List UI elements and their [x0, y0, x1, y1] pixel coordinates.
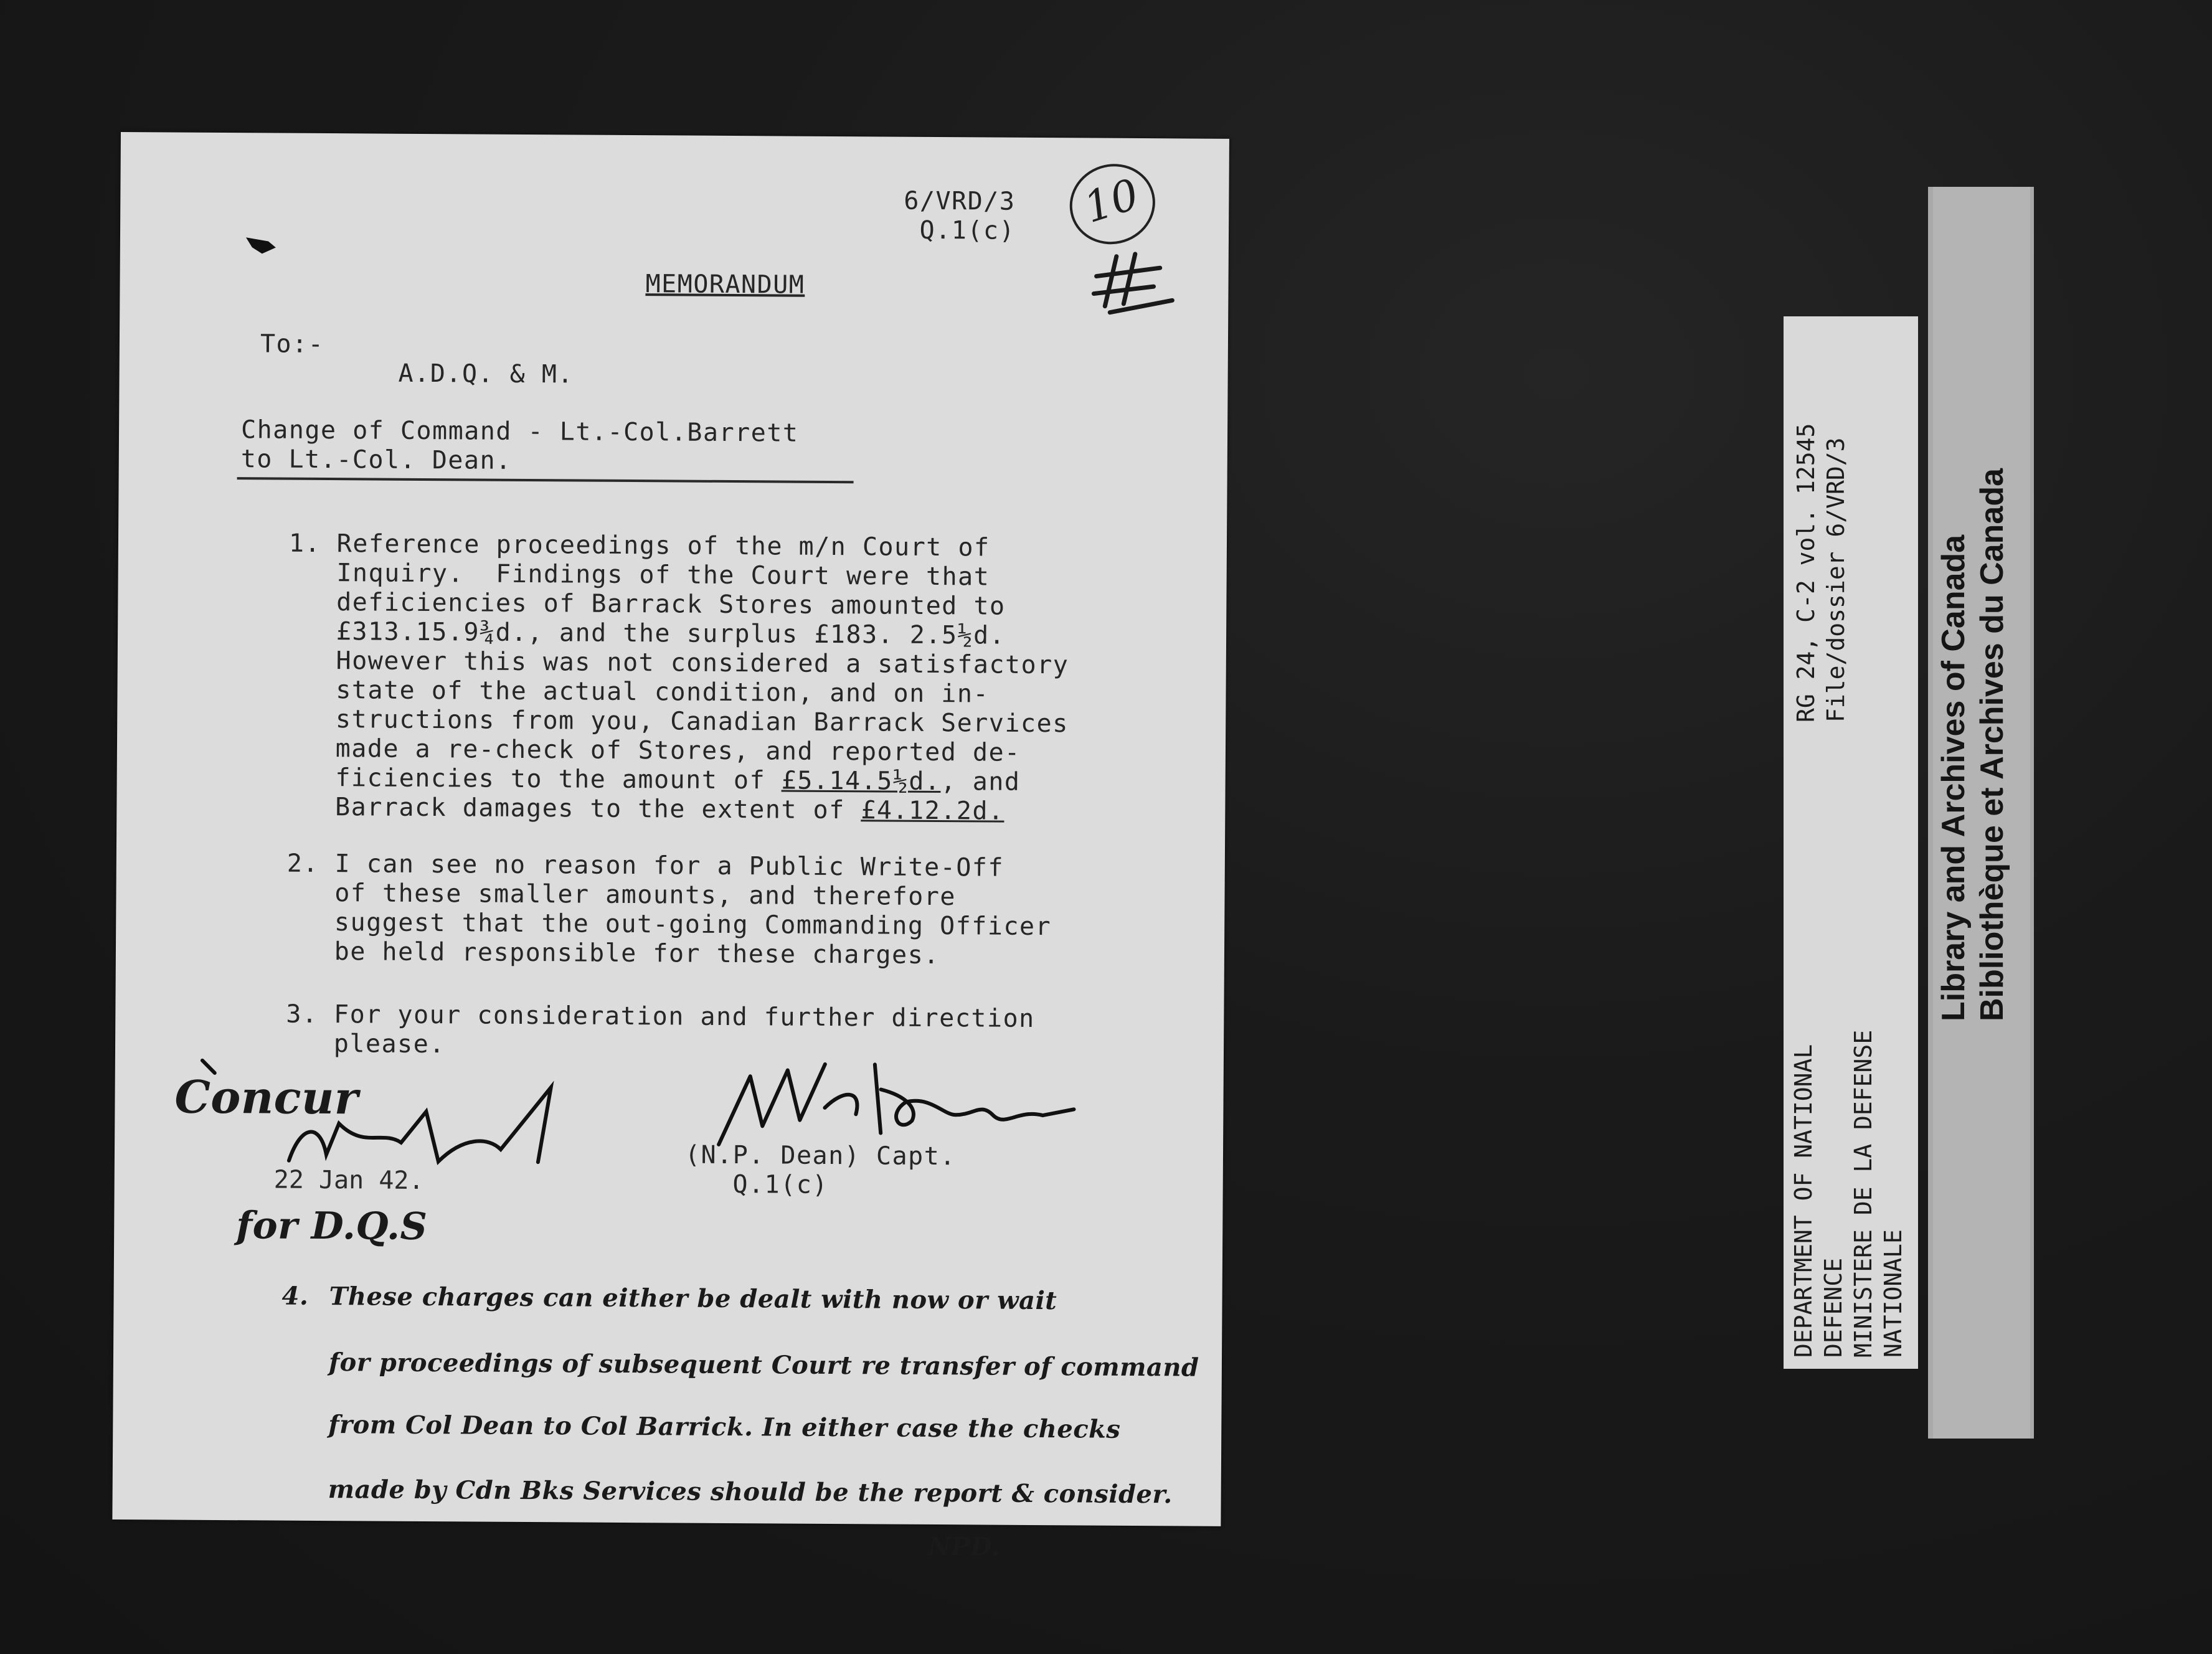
department-text [1789, 1030, 1908, 1358]
para-line: Inquiry. Findings of the Court were that [336, 559, 990, 592]
handwritten-note-line: for proceedings of subsequent Court re transfer of command [328, 1348, 1199, 1382]
paragraph-2 [286, 849, 1052, 971]
ref-line-1: 6/VRD/3 [904, 186, 1016, 216]
amount-damages: £4.12.2d. [861, 796, 1004, 826]
ref-line-2: Q.1(c) [919, 215, 1016, 245]
paragraph-1 [287, 529, 1069, 827]
to-recipient: A.D.Q. & M. [398, 359, 574, 389]
signatory-name: (N.P. Dean) Capt. [684, 1140, 957, 1171]
para-number: 3. [286, 999, 318, 1029]
para-line: be held responsible for these charges. [334, 937, 940, 970]
para-line: of these smaller amounts, and therefore [334, 879, 957, 912]
dept-line-1: DEPARTMENT OF NATIONAL [1790, 1044, 1817, 1358]
library-name-fr: Bibliothèque et Archives du Canada [1974, 468, 2010, 1021]
handwritten-note-line: from Col Dean to Col Barrick. In either case the checks [328, 1410, 1121, 1444]
memo-title: MEMORANDUM [645, 270, 805, 300]
para-line: suggest that the out-going Commanding Officer [334, 908, 1052, 942]
file-reference [904, 187, 1016, 246]
memo-page [112, 132, 1229, 1562]
para-line: I can see no reason for a Public Write-Off [334, 849, 1004, 882]
handwritten-initials: NPD. [928, 1531, 1001, 1562]
handwritten-signature [694, 1051, 1080, 1153]
handwritten-note-line: made by Cdn Bks Services should be the report & consider. [328, 1475, 1173, 1510]
subject-underline [237, 477, 854, 483]
para-line: Reference proceedings of the m/n Court of [336, 529, 990, 562]
para-number: 2. [286, 849, 319, 878]
to-label: To:- [260, 329, 324, 359]
archive-ref-line-2: File/dossier 6/VRD/3 [1822, 437, 1850, 722]
for-dqs-note: for D.Q.S [236, 1204, 428, 1249]
archive-reference-text [1791, 423, 1851, 722]
concur-note: Concur [174, 1070, 359, 1125]
note-number: 4. [281, 1281, 309, 1311]
memo-subject [241, 415, 799, 477]
date-stamp: 22 Jan 42. [273, 1165, 424, 1196]
signature-block [685, 1141, 956, 1201]
library-archives-text [1934, 468, 2011, 1021]
para-line: However this was not considered a satisfactory [336, 646, 1069, 680]
handwritten-note-line: These charges can either be dealt with now or wait [329, 1282, 1057, 1316]
library-name-en: Library and Archives of Canada [1936, 534, 1972, 1021]
para-line: For your consideration and further direction [333, 1000, 1035, 1033]
amount-deficiencies: £5.14.5½d. [781, 766, 941, 796]
para-line: £313.15.9¾d., and the surplus £183. 2.5½d. [336, 617, 1006, 650]
para-line: state of the actual condition, and on in- [336, 676, 990, 709]
signatory-unit: Q.1(c) [732, 1170, 829, 1199]
para-line: deficiencies of Barrack Stores amounted to [336, 588, 1006, 621]
para-line: structions from you, Canadian Barrack Services [335, 705, 1069, 739]
subject-line-1: Change of Command - Lt.-Col.Barrett [240, 415, 799, 448]
dept-line-4: NATIONALE [1879, 1229, 1907, 1358]
subject-line-2: to Lt.-Col. Dean. [240, 445, 512, 475]
para-number: 1. [288, 529, 321, 558]
para-line: ficiencies to the amount of [335, 763, 782, 795]
dept-line-3: MINISTERE DE LA DEFENSE [1850, 1029, 1877, 1358]
hash-mark [1091, 250, 1179, 319]
para-line: made a re-check of Stores, and reported de- [335, 734, 1021, 767]
circled-folio-number: 10 [1059, 153, 1165, 255]
archive-ref-line-1: RG 24, C-2 vol. 12545 [1792, 423, 1820, 722]
para-line: Barrack damages to the extent of [334, 793, 861, 825]
punch-hole-mark [243, 232, 281, 257]
para-line: please. [333, 1029, 446, 1059]
dept-line-2: DEFENCE [1820, 1257, 1847, 1358]
handwritten-initials-left [176, 1048, 626, 1237]
para-line: , and [940, 767, 1021, 796]
